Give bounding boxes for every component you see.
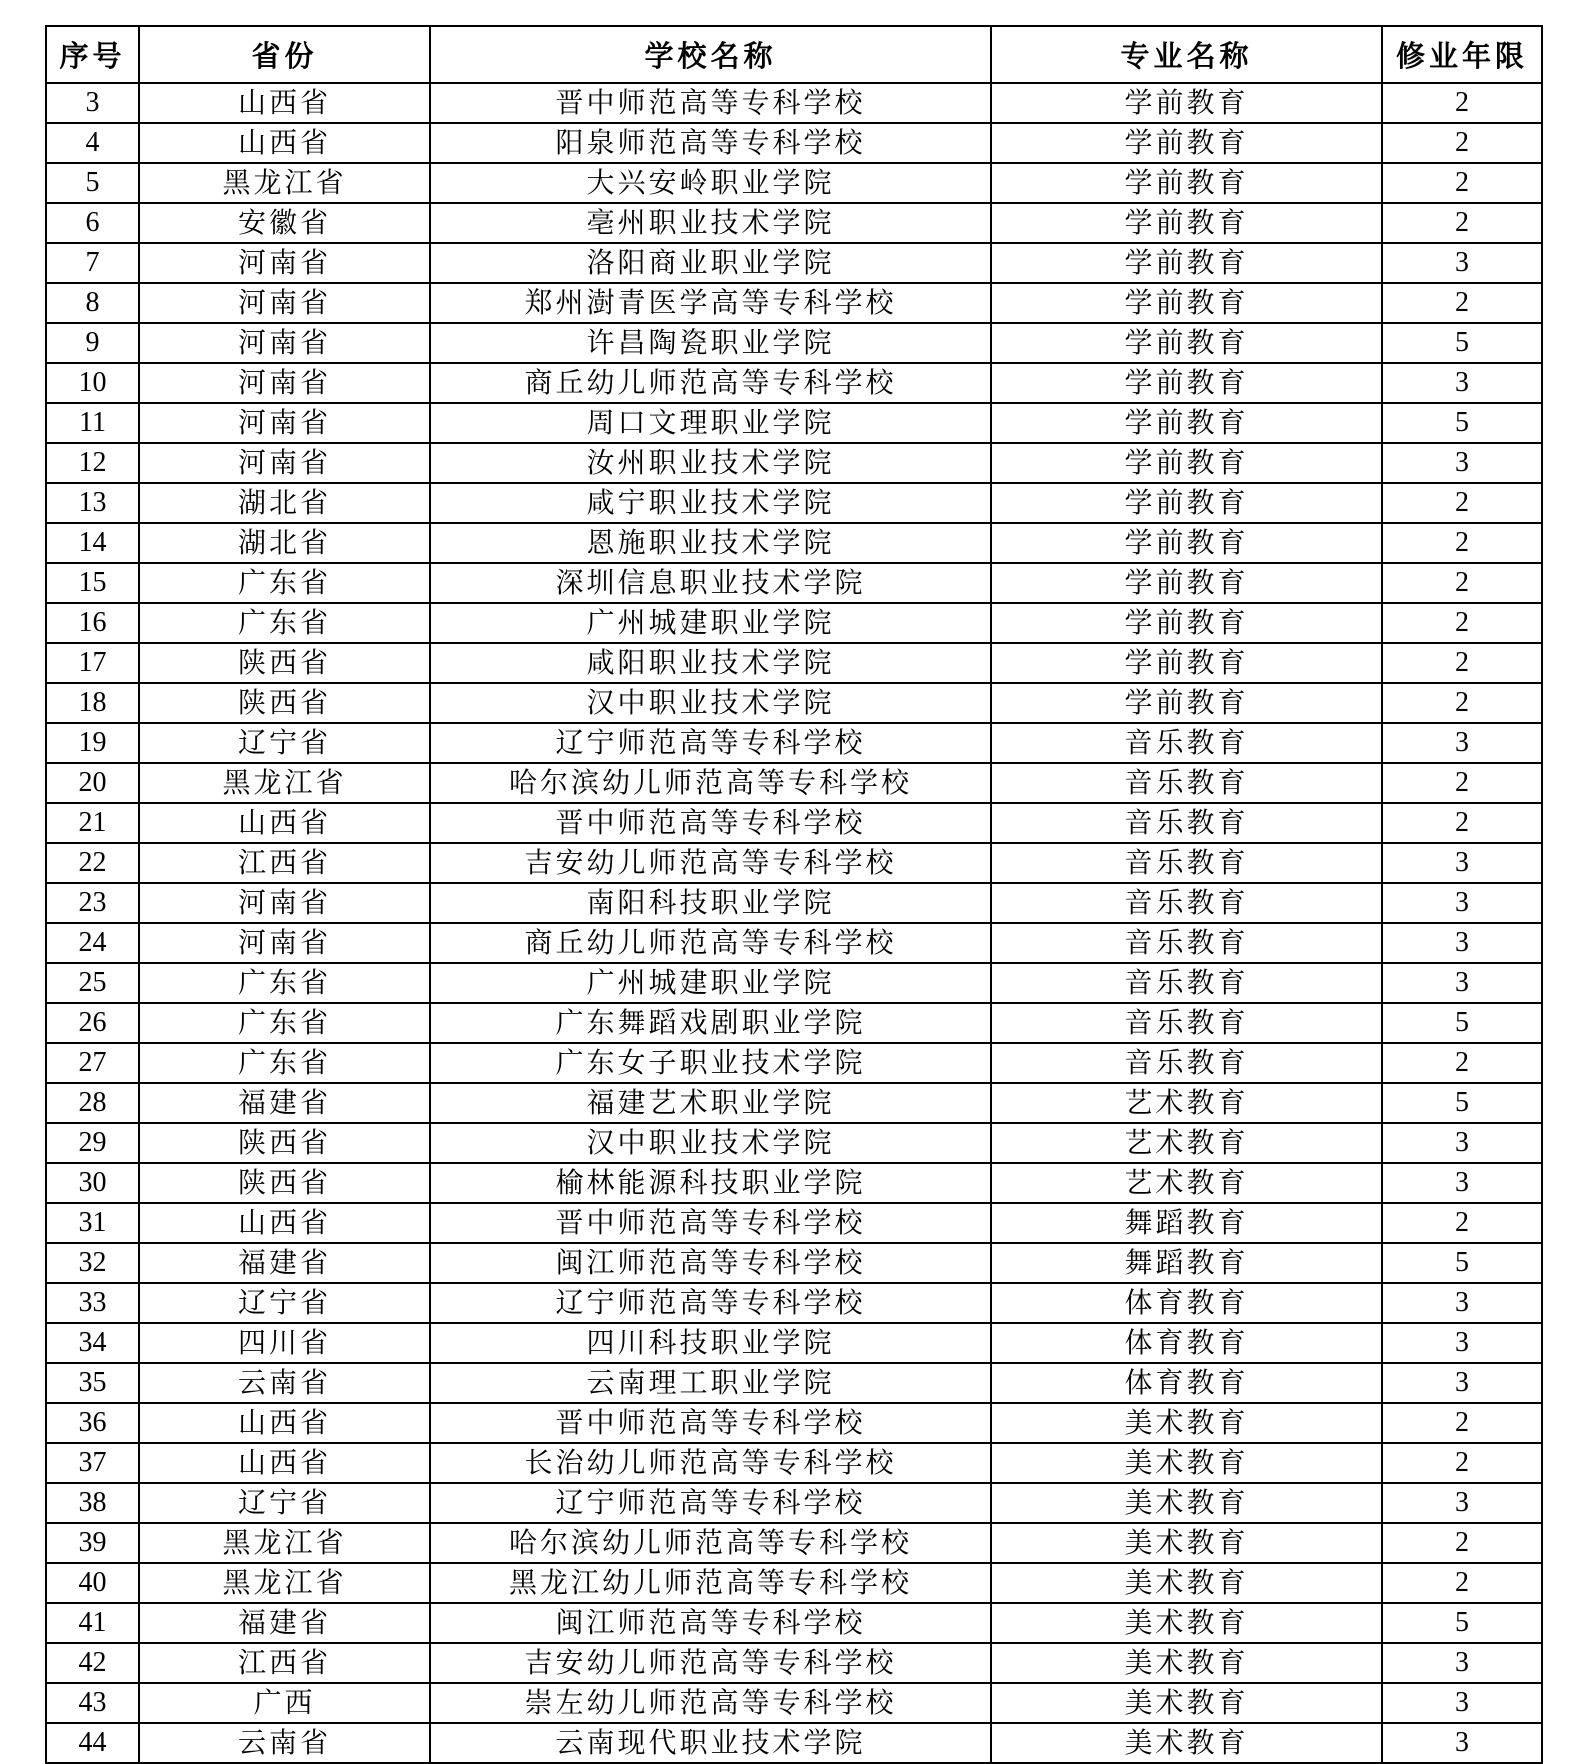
province-cell: 辽宁省 — [139, 723, 430, 763]
major-name-cell: 美术教育 — [991, 1603, 1382, 1643]
school-name-cell: 阳泉师范高等专科学校 — [430, 123, 991, 163]
major-name-cell: 学前教育 — [991, 83, 1382, 123]
study-years-cell: 2 — [1382, 1043, 1542, 1083]
study-years-cell: 2 — [1382, 523, 1542, 563]
major-name-cell: 美术教育 — [991, 1443, 1382, 1483]
study-years-cell: 2 — [1382, 763, 1542, 803]
header-major-name: 专业名称 — [991, 26, 1382, 83]
table-row — [46, 1483, 1542, 1523]
serial-cell: 8 — [46, 283, 139, 323]
table-row — [46, 603, 1542, 643]
major-name-cell: 体育教育 — [991, 1283, 1382, 1323]
major-name-cell: 学前教育 — [991, 563, 1382, 603]
study-years-cell: 2 — [1382, 803, 1542, 843]
study-years-cell: 5 — [1382, 1243, 1542, 1283]
table-row — [46, 1043, 1542, 1083]
school-name-cell: 云南现代职业技术学院 — [430, 1723, 991, 1763]
school-name-cell: 四川科技职业学院 — [430, 1323, 991, 1363]
province-cell: 河南省 — [139, 443, 430, 483]
province-cell: 山西省 — [139, 1403, 430, 1443]
table-row — [46, 203, 1542, 243]
major-name-cell: 艺术教育 — [991, 1163, 1382, 1203]
study-years-cell: 2 — [1382, 683, 1542, 723]
province-cell: 山西省 — [139, 123, 430, 163]
table-body — [46, 83, 1542, 1763]
school-name-cell: 晋中师范高等专科学校 — [430, 1203, 991, 1243]
school-name-cell: 广州城建职业学院 — [430, 963, 991, 1003]
province-cell: 陕西省 — [139, 1163, 430, 1203]
table-row — [46, 483, 1542, 523]
major-name-cell: 音乐教育 — [991, 923, 1382, 963]
study-years-cell: 2 — [1382, 483, 1542, 523]
study-years-cell: 2 — [1382, 1403, 1542, 1443]
table-row — [46, 243, 1542, 283]
header-row — [46, 26, 1542, 83]
serial-cell: 34 — [46, 1323, 139, 1363]
table-row — [46, 963, 1542, 1003]
major-name-cell: 学前教育 — [991, 323, 1382, 363]
table-row — [46, 723, 1542, 763]
serial-cell: 33 — [46, 1283, 139, 1323]
table-row — [46, 123, 1542, 163]
study-years-cell: 3 — [1382, 243, 1542, 283]
school-name-cell: 南阳科技职业学院 — [430, 883, 991, 923]
table-row — [46, 323, 1542, 363]
province-cell: 江西省 — [139, 843, 430, 883]
study-years-cell: 5 — [1382, 1003, 1542, 1043]
table-row — [46, 1203, 1542, 1243]
school-name-cell: 哈尔滨幼儿师范高等专科学校 — [430, 763, 991, 803]
school-name-cell: 广东女子职业技术学院 — [430, 1043, 991, 1083]
school-name-cell: 咸阳职业技术学院 — [430, 643, 991, 683]
study-years-cell: 3 — [1382, 1683, 1542, 1723]
table-row — [46, 1643, 1542, 1683]
table-row — [46, 1683, 1542, 1723]
serial-cell: 11 — [46, 403, 139, 443]
study-years-cell: 3 — [1382, 1643, 1542, 1683]
serial-cell: 24 — [46, 923, 139, 963]
serial-cell: 21 — [46, 803, 139, 843]
major-name-cell: 美术教育 — [991, 1403, 1382, 1443]
major-name-cell: 学前教育 — [991, 123, 1382, 163]
province-cell: 山西省 — [139, 1203, 430, 1243]
major-name-cell: 舞蹈教育 — [991, 1203, 1382, 1243]
table-row — [46, 1283, 1542, 1323]
province-cell: 河南省 — [139, 363, 430, 403]
study-years-cell: 3 — [1382, 963, 1542, 1003]
province-cell: 山西省 — [139, 83, 430, 123]
school-name-cell: 闽江师范高等专科学校 — [430, 1243, 991, 1283]
major-name-cell: 学前教育 — [991, 283, 1382, 323]
major-name-cell: 音乐教育 — [991, 963, 1382, 1003]
major-name-cell: 学前教育 — [991, 603, 1382, 643]
study-years-cell: 2 — [1382, 283, 1542, 323]
study-years-cell: 3 — [1382, 1483, 1542, 1523]
major-name-cell: 学前教育 — [991, 683, 1382, 723]
school-name-cell: 大兴安岭职业学院 — [430, 163, 991, 203]
school-name-cell: 汉中职业技术学院 — [430, 1123, 991, 1163]
header-school-name: 学校名称 — [430, 26, 991, 83]
province-cell: 辽宁省 — [139, 1483, 430, 1523]
serial-cell: 13 — [46, 483, 139, 523]
table-row — [46, 1523, 1542, 1563]
table-row — [46, 803, 1542, 843]
study-years-cell: 2 — [1382, 123, 1542, 163]
study-years-cell: 3 — [1382, 363, 1542, 403]
school-name-cell: 晋中师范高等专科学校 — [430, 1403, 991, 1443]
serial-cell: 4 — [46, 123, 139, 163]
province-cell: 河南省 — [139, 883, 430, 923]
major-name-cell: 美术教育 — [991, 1643, 1382, 1683]
study-years-cell: 3 — [1382, 1363, 1542, 1403]
study-years-cell: 3 — [1382, 1123, 1542, 1163]
study-years-cell: 3 — [1382, 1723, 1542, 1763]
province-cell: 黑龙江省 — [139, 1563, 430, 1603]
major-name-cell: 音乐教育 — [991, 1003, 1382, 1043]
table-row — [46, 883, 1542, 923]
province-cell: 广东省 — [139, 563, 430, 603]
table-row — [46, 1603, 1542, 1643]
major-name-cell: 美术教育 — [991, 1683, 1382, 1723]
school-name-cell: 恩施职业技术学院 — [430, 523, 991, 563]
province-cell: 广东省 — [139, 963, 430, 1003]
school-name-cell: 商丘幼儿师范高等专科学校 — [430, 363, 991, 403]
province-cell: 福建省 — [139, 1243, 430, 1283]
header-study-years: 修业年限 — [1382, 26, 1542, 83]
table-row — [46, 843, 1542, 883]
serial-cell: 32 — [46, 1243, 139, 1283]
major-name-cell: 学前教育 — [991, 643, 1382, 683]
table-row — [46, 403, 1542, 443]
province-cell: 福建省 — [139, 1603, 430, 1643]
serial-cell: 37 — [46, 1443, 139, 1483]
serial-cell: 38 — [46, 1483, 139, 1523]
table-row — [46, 83, 1542, 123]
table-row — [46, 1363, 1542, 1403]
major-name-cell: 音乐教育 — [991, 1043, 1382, 1083]
school-name-cell: 许昌陶瓷职业学院 — [430, 323, 991, 363]
header-province: 省份 — [139, 26, 430, 83]
study-years-cell: 5 — [1382, 1083, 1542, 1123]
study-years-cell: 5 — [1382, 1603, 1542, 1643]
school-name-cell: 晋中师范高等专科学校 — [430, 83, 991, 123]
school-name-cell: 崇左幼儿师范高等专科学校 — [430, 1683, 991, 1723]
major-name-cell: 音乐教育 — [991, 763, 1382, 803]
study-years-cell: 2 — [1382, 643, 1542, 683]
major-name-cell: 学前教育 — [991, 203, 1382, 243]
province-cell: 安徽省 — [139, 203, 430, 243]
table-row — [46, 1323, 1542, 1363]
table-row — [46, 563, 1542, 603]
serial-cell: 7 — [46, 243, 139, 283]
school-name-cell: 汝州职业技术学院 — [430, 443, 991, 483]
study-years-cell: 3 — [1382, 1283, 1542, 1323]
major-name-cell: 艺术教育 — [991, 1083, 1382, 1123]
serial-cell: 44 — [46, 1723, 139, 1763]
serial-cell: 25 — [46, 963, 139, 1003]
province-cell: 广西 — [139, 1683, 430, 1723]
province-cell: 陕西省 — [139, 643, 430, 683]
serial-cell: 36 — [46, 1403, 139, 1443]
school-name-cell: 广州城建职业学院 — [430, 603, 991, 643]
study-years-cell: 2 — [1382, 1523, 1542, 1563]
study-years-cell: 2 — [1382, 1563, 1542, 1603]
serial-cell: 17 — [46, 643, 139, 683]
serial-cell: 6 — [46, 203, 139, 243]
table-row — [46, 1163, 1542, 1203]
table-row — [46, 643, 1542, 683]
province-cell: 河南省 — [139, 323, 430, 363]
serial-cell: 35 — [46, 1363, 139, 1403]
major-name-cell: 学前教育 — [991, 523, 1382, 563]
province-cell: 云南省 — [139, 1723, 430, 1763]
study-years-cell: 3 — [1382, 883, 1542, 923]
school-name-cell: 洛阳商业职业学院 — [430, 243, 991, 283]
study-years-cell: 3 — [1382, 843, 1542, 883]
serial-cell: 30 — [46, 1163, 139, 1203]
school-name-cell: 闽江师范高等专科学校 — [430, 1603, 991, 1643]
table-row — [46, 923, 1542, 963]
province-cell: 辽宁省 — [139, 1283, 430, 1323]
study-years-cell: 2 — [1382, 1443, 1542, 1483]
school-name-cell: 辽宁师范高等专科学校 — [430, 1283, 991, 1323]
province-cell: 湖北省 — [139, 483, 430, 523]
table-row — [46, 363, 1542, 403]
serial-cell: 9 — [46, 323, 139, 363]
serial-cell: 3 — [46, 83, 139, 123]
province-cell: 陕西省 — [139, 1123, 430, 1163]
school-major-table — [45, 25, 1543, 1764]
study-years-cell: 2 — [1382, 563, 1542, 603]
table-row — [46, 1123, 1542, 1163]
serial-cell: 31 — [46, 1203, 139, 1243]
school-name-cell: 晋中师范高等专科学校 — [430, 803, 991, 843]
major-name-cell: 美术教育 — [991, 1483, 1382, 1523]
table-row — [46, 1443, 1542, 1483]
province-cell: 黑龙江省 — [139, 163, 430, 203]
school-name-cell: 周口文理职业学院 — [430, 403, 991, 443]
serial-cell: 15 — [46, 563, 139, 603]
serial-cell: 5 — [46, 163, 139, 203]
province-cell: 广东省 — [139, 603, 430, 643]
table-row — [46, 1083, 1542, 1123]
province-cell: 河南省 — [139, 403, 430, 443]
province-cell: 河南省 — [139, 283, 430, 323]
province-cell: 山西省 — [139, 803, 430, 843]
province-cell: 广东省 — [139, 1003, 430, 1043]
major-name-cell: 学前教育 — [991, 443, 1382, 483]
study-years-cell: 3 — [1382, 923, 1542, 963]
table-row — [46, 1403, 1542, 1443]
school-name-cell: 咸宁职业技术学院 — [430, 483, 991, 523]
study-years-cell: 2 — [1382, 83, 1542, 123]
table-row — [46, 1723, 1542, 1763]
serial-cell: 27 — [46, 1043, 139, 1083]
province-cell: 湖北省 — [139, 523, 430, 563]
study-years-cell: 3 — [1382, 443, 1542, 483]
school-name-cell: 亳州职业技术学院 — [430, 203, 991, 243]
school-name-cell: 吉安幼儿师范高等专科学校 — [430, 843, 991, 883]
major-name-cell: 艺术教育 — [991, 1123, 1382, 1163]
study-years-cell: 5 — [1382, 403, 1542, 443]
province-cell: 福建省 — [139, 1083, 430, 1123]
table-row — [46, 443, 1542, 483]
major-name-cell: 美术教育 — [991, 1523, 1382, 1563]
study-years-cell: 2 — [1382, 163, 1542, 203]
table-row — [46, 683, 1542, 723]
table-row — [46, 283, 1542, 323]
major-name-cell: 音乐教育 — [991, 723, 1382, 763]
major-name-cell: 音乐教育 — [991, 803, 1382, 843]
school-name-cell: 辽宁师范高等专科学校 — [430, 723, 991, 763]
major-name-cell: 体育教育 — [991, 1363, 1382, 1403]
school-name-cell: 福建艺术职业学院 — [430, 1083, 991, 1123]
serial-cell: 12 — [46, 443, 139, 483]
school-name-cell: 黑龙江幼儿师范高等专科学校 — [430, 1563, 991, 1603]
major-name-cell: 音乐教育 — [991, 843, 1382, 883]
major-name-cell: 体育教育 — [991, 1323, 1382, 1363]
major-name-cell: 美术教育 — [991, 1723, 1382, 1763]
serial-cell: 14 — [46, 523, 139, 563]
province-cell: 黑龙江省 — [139, 763, 430, 803]
school-name-cell: 商丘幼儿师范高等专科学校 — [430, 923, 991, 963]
serial-cell: 16 — [46, 603, 139, 643]
serial-cell: 40 — [46, 1563, 139, 1603]
province-cell: 山西省 — [139, 1443, 430, 1483]
table-row — [46, 763, 1542, 803]
school-name-cell: 哈尔滨幼儿师范高等专科学校 — [430, 1523, 991, 1563]
serial-cell: 39 — [46, 1523, 139, 1563]
table-row — [46, 1243, 1542, 1283]
study-years-cell: 2 — [1382, 1203, 1542, 1243]
school-name-cell: 汉中职业技术学院 — [430, 683, 991, 723]
province-cell: 广东省 — [139, 1043, 430, 1083]
province-cell: 江西省 — [139, 1643, 430, 1683]
major-name-cell: 音乐教育 — [991, 883, 1382, 923]
serial-cell: 22 — [46, 843, 139, 883]
school-name-cell: 广东舞蹈戏剧职业学院 — [430, 1003, 991, 1043]
table-row — [46, 1563, 1542, 1603]
serial-cell: 10 — [46, 363, 139, 403]
table-row — [46, 523, 1542, 563]
major-name-cell: 学前教育 — [991, 363, 1382, 403]
major-name-cell: 舞蹈教育 — [991, 1243, 1382, 1283]
serial-cell: 42 — [46, 1643, 139, 1683]
table-row — [46, 163, 1542, 203]
study-years-cell: 5 — [1382, 323, 1542, 363]
province-cell: 陕西省 — [139, 683, 430, 723]
school-name-cell: 云南理工职业学院 — [430, 1363, 991, 1403]
serial-cell: 28 — [46, 1083, 139, 1123]
table-row — [46, 1003, 1542, 1043]
serial-cell: 23 — [46, 883, 139, 923]
school-name-cell: 辽宁师范高等专科学校 — [430, 1483, 991, 1523]
school-name-cell: 深圳信息职业技术学院 — [430, 563, 991, 603]
province-cell: 四川省 — [139, 1323, 430, 1363]
school-name-cell: 长治幼儿师范高等专科学校 — [430, 1443, 991, 1483]
study-years-cell: 2 — [1382, 203, 1542, 243]
province-cell: 云南省 — [139, 1363, 430, 1403]
major-name-cell: 学前教育 — [991, 403, 1382, 443]
serial-cell: 18 — [46, 683, 139, 723]
serial-cell: 43 — [46, 1683, 139, 1723]
province-cell: 河南省 — [139, 923, 430, 963]
study-years-cell: 3 — [1382, 1323, 1542, 1363]
school-name-cell: 吉安幼儿师范高等专科学校 — [430, 1643, 991, 1683]
study-years-cell: 2 — [1382, 603, 1542, 643]
major-name-cell: 美术教育 — [991, 1563, 1382, 1603]
school-name-cell: 郑州澍青医学高等专科学校 — [430, 283, 991, 323]
study-years-cell: 3 — [1382, 723, 1542, 763]
major-name-cell: 学前教育 — [991, 483, 1382, 523]
study-years-cell: 3 — [1382, 1163, 1542, 1203]
serial-cell: 29 — [46, 1123, 139, 1163]
province-cell: 河南省 — [139, 243, 430, 283]
serial-cell: 41 — [46, 1603, 139, 1643]
serial-cell: 26 — [46, 1003, 139, 1043]
header-serial: 序号 — [46, 26, 139, 83]
serial-cell: 20 — [46, 763, 139, 803]
major-name-cell: 学前教育 — [991, 243, 1382, 283]
major-name-cell: 学前教育 — [991, 163, 1382, 203]
province-cell: 黑龙江省 — [139, 1523, 430, 1563]
serial-cell: 19 — [46, 723, 139, 763]
school-name-cell: 榆林能源科技职业学院 — [430, 1163, 991, 1203]
